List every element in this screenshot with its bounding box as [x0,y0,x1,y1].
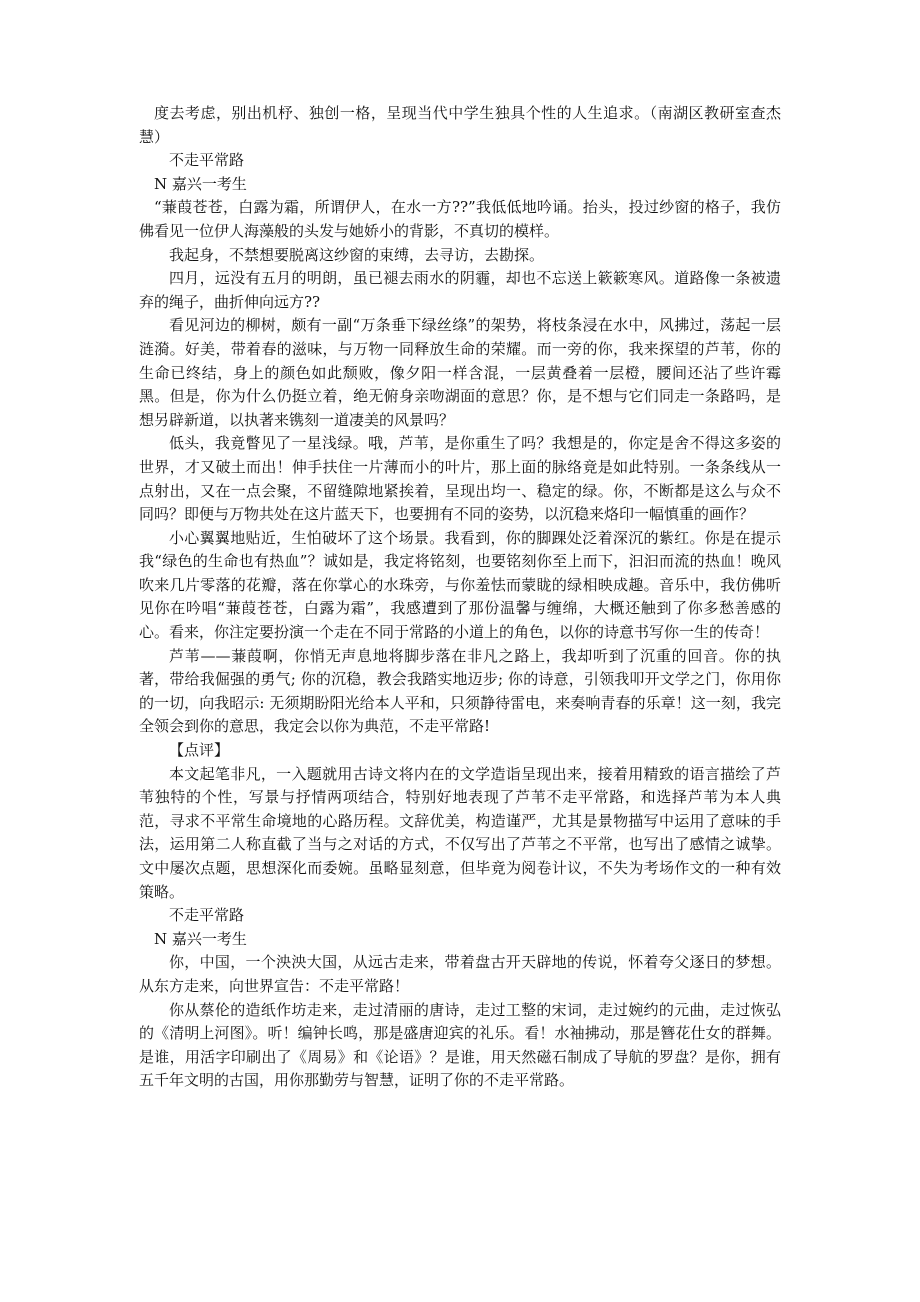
paragraph: 你从蔡伦的造纸作坊走来，走过清丽的唐诗，走过工整的宋词，走过婉约的元曲，走过恢弘的《清明上河图》。听！编钟长鸣，那是盛唐迎宾的礼乐。看！水袖拂动，那是簪花仕女的群舞。是谁，用活字印刷出了《周易》和《论语》？是谁，用天然磁石制成了导航的罗盘？是你，拥有五千年文明的古国，用你那勤劳与智慧，证明了你的不走平常路。 [139,1000,781,1090]
paragraph: 小心翼翼地贴近，生怕破坏了这个场景。我看到，你的脚踝处泛着深沉的紫红。你是在提示我“绿色的生命也有热血”？诚如是，我定将铭刻，也要铭刻你至上而下，汩汩而流的热血！晚风吹来几片零落的花瓣，落在你掌心的水珠旁，与你羞怯而蒙眬的绿相映成趣。音乐中，我仿佛听见你在吟唱“蒹葭苍苍，白露为霜”，我感遭到了那份温馨与缠绵，大概还触到了你多愁善感的心。看来，你注定要扮演一个走在不同于常路的小道上的角色，以你的诗意书写你一生的传奇！ [139,528,781,642]
document-body [139,102,781,1093]
essay-title-2: 不走平常路 [169,906,245,925]
paragraph: 芦苇——蒹葭啊，你悄无声息地将脚步落在非凡之路上，我却听到了沉重的回音。你的执著，带给我倔强的勇气; 你的沉稳，教会我踏实地迈步; 你的诗意，引领我叩开文学之门，你用你的一切，向我昭示: 无须期盼阳光给本人平和，只须静待雷电，来奏响青春的乐章！这一刻，我完全领会到你的意思，我定会以你为典范，不走平常路! [139,646,781,736]
essay-author-1: N 嘉兴一考生 [154,174,247,193]
paragraph: 你，中国，一个泱泱大国，从远古走来，带着盘古开天辟地的传说，怀着夸父逐日的梦想。从东方走来，向世界宣告：不走平常路！ [139,953,781,995]
essay-author-2: N 嘉兴一考生 [154,929,247,948]
paragraph: 我起身，不禁想要脱离这纱窗的束缚，去寻访，去勘探。 [169,245,545,264]
review-paragraph: 本文起笔非凡，一入题就用古诗文将内在的文学造诣呈现出来，接着用精致的语言描绘了芦苇独特的个性，写景与抒情两项结合，特别好地表现了芦苇不走平常路，和选择芦苇为本人典范，寻求不平常生命境地的心路历程。文辞优美，构造谨严，尤其是景物描写中运用了意味的手法，运用第二人称直截了当与之对话的方式，不仅写出了芦苇之不平常，也写出了感情之诚挚。文中屡次点题，思想深化而委婉。虽略显刻意，但毕竟为阅卷计议，不失为考场作文的一种有效策略。 [139,764,781,901]
paragraph: “蒹葭苍苍，白露为霜，所谓伊人，在水一方??”我低低地吟诵。抬头，投过纱窗的格子，我仿佛看见一位伊人海藻般的头发与她娇小的背影，不真切的模样。 [139,198,781,240]
review-heading: 【点评】 [169,741,230,760]
essay-title-1: 不走平常路 [169,151,245,170]
paragraph: 四月，远没有五月的明朗，虽已褪去雨水的阴霾，却也不忘送上簌簌寒风。道路像一条被遗弃的绳子，曲折伸向远方?? [139,269,781,311]
paragraph: 低头，我竟瞥见了一星浅绿。哦，芦苇，是你重生了吗？我想是的，你定是舍不得这多姿的世界，才又破土而出！伸手扶住一片薄而小的叶片，那上面的脉络竟是如此特别。一条条线从一点射出，又在一点会聚，不留缝隙地紧挨着，呈现出均一、稳定的绿。你，不断都是这么与众不同吗？即便与万物共处在这片蓝天下，也要拥有不同的姿势，以沉稳来烙印一幅慎重的画作？ [139,434,781,524]
paragraph-commentary-tail: 度去考虑，别出机杼、独创一格，呈现当代中学生独具个性的人生追求。（南湖区教研室查杰慧） [139,104,781,146]
paragraph: 看见河边的柳树，颇有一副“万条垂下绿丝绦”的架势，将枝条浸在水中，风拂过，荡起一层涟漪。好美，带着春的滋味，与万物一同释放生命的荣耀。而一旁的你，我来探望的芦苇，你的生命已终结，身上的颜色如此颓败，像夕阳一样含混，一层黄叠着一层橙，腰间还沾了些许霉黑。但是，你为什么仍挺立着，绝无俯身亲吻湖面的意思？你，是不想与它们同走一条路吗，是想另辟新道，以执著来镌刻一道凄美的风景吗？ [139,316,781,429]
